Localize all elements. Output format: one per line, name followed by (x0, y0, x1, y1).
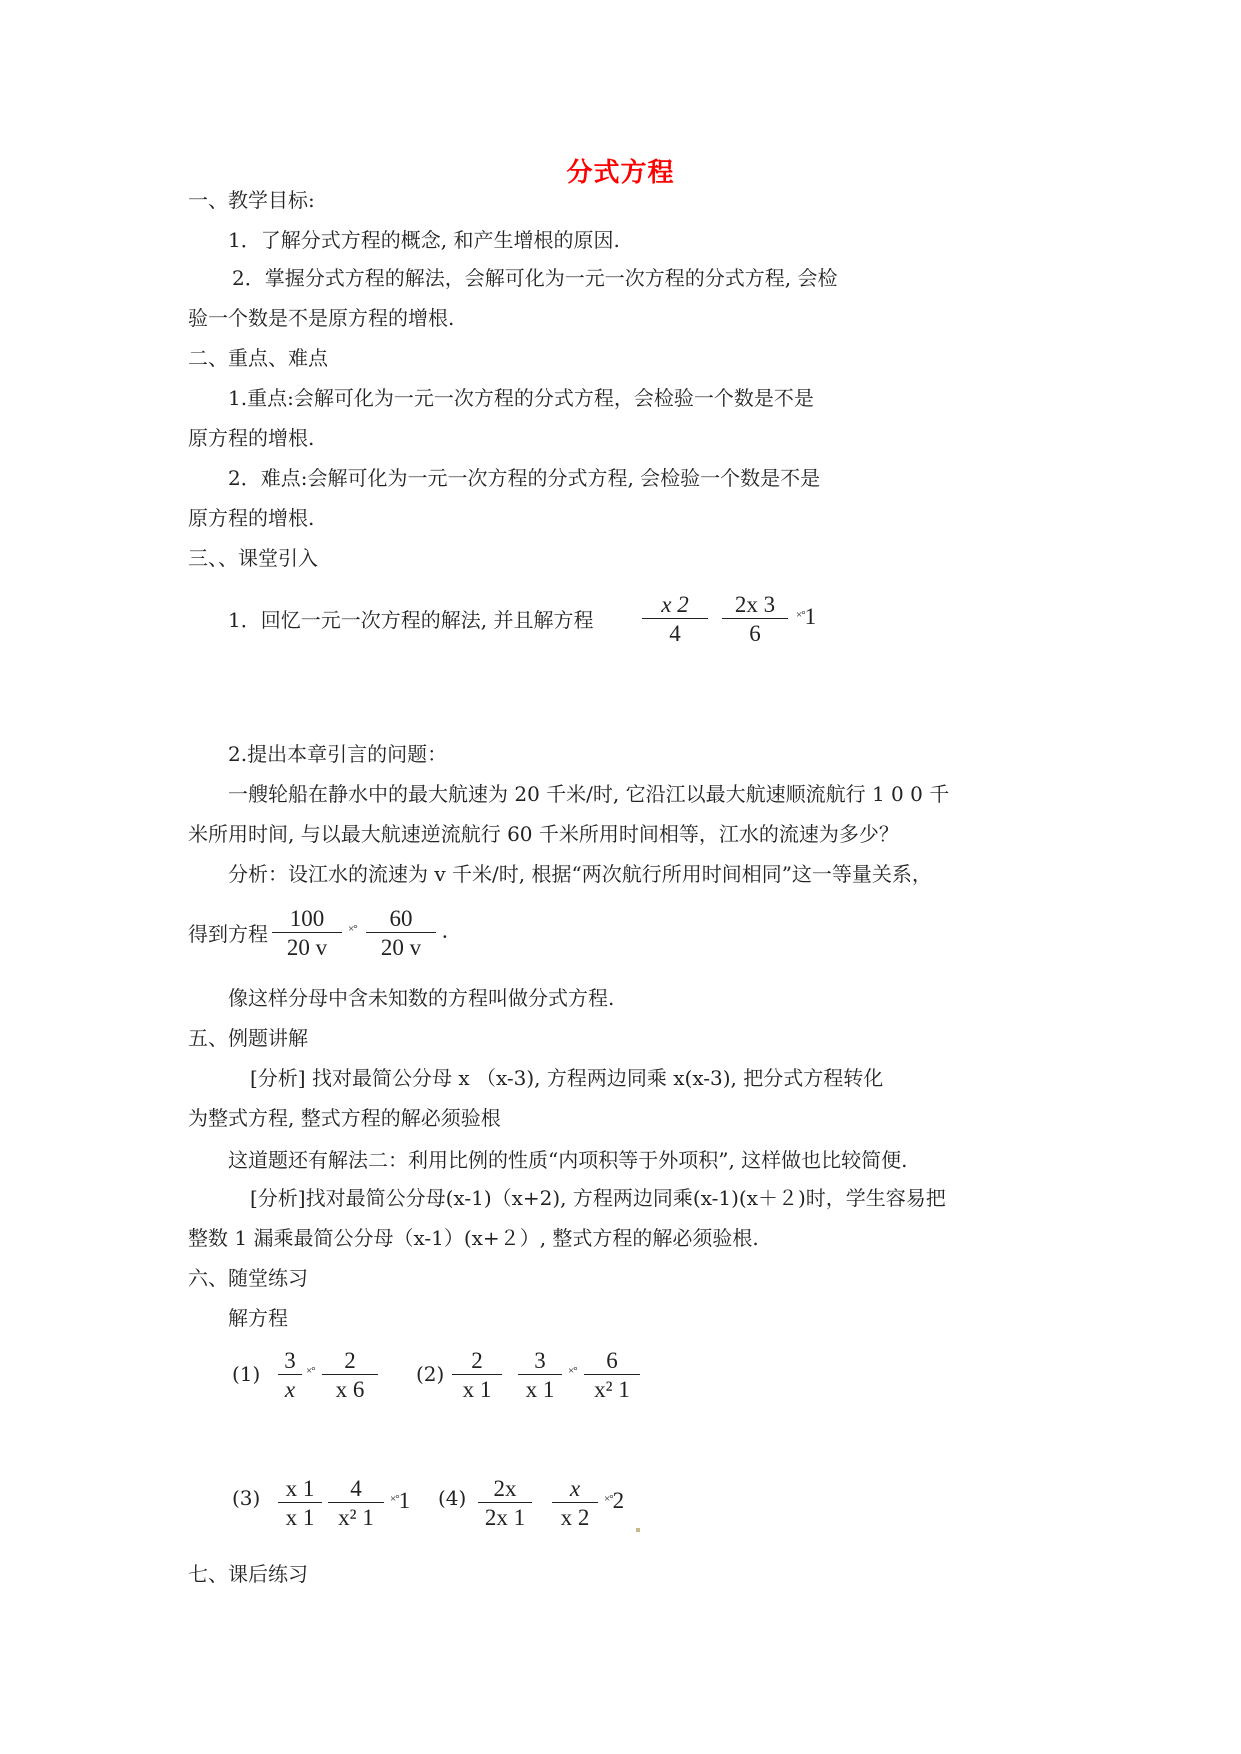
problem-line-2: 米所用时间, 与以最大航速逆流航行 60 千米所用时间相等，江水的流速为多少？ (188, 822, 899, 846)
stray-mark (636, 1528, 640, 1532)
practice-prompt: 解方程 (228, 1306, 288, 1330)
example-analysis-1-line2: 为整式方程, 整式方程的解必须验根 (188, 1106, 501, 1130)
example-analysis-2-line2: 整数 1 漏乘最简公分母（x-1）(x+２）, 整式方程的解必须验根. (188, 1226, 759, 1250)
practice-4-fraction-2: x x 2 (552, 1476, 598, 1533)
practice-2-label: (2) (416, 1362, 445, 1386)
practice-2-equals: ×° (568, 1365, 577, 1377)
analysis-period: . (442, 918, 448, 943)
practice-1-label: (1) (232, 1362, 261, 1386)
practice-2-fraction-1: 2 x 1 (452, 1348, 502, 1405)
section-heading-introduction: 三、、课堂引入 (188, 546, 318, 570)
difficulty-1-line2: 原方程的增根. (188, 506, 315, 530)
key-point-1-line2: 原方程的增根. (188, 426, 315, 450)
practice-1-fraction-1: 3 x (278, 1348, 302, 1405)
example-analysis-1-line1: [分析] 找对最简公分母 x （x-3), 方程两边同乘 x(x-3), 把分式方程转化 (250, 1066, 884, 1090)
section-heading-homework: 七、课后练习 (188, 1562, 308, 1586)
practice-2-fraction-2: 3 x 1 (518, 1348, 562, 1405)
example-analysis-2-line1: [分析]找对最简公分母(x-1)（x+2), 方程两边同乘(x-1)(x＋２)时，学生容易把 (250, 1186, 946, 1210)
intro-fraction-2: 2x 3 6 (722, 592, 788, 649)
intro-equation-rhs: ×°1 (796, 604, 817, 629)
analysis-fraction-1: 100 20 v (272, 906, 342, 963)
practice-4-label: (4) (438, 1486, 467, 1510)
difficulty-1-line1: 2．难点:会解可化为一元一次方程的分式方程, 会检验一个数是不是 (228, 466, 821, 490)
objective-2-line1: 2．掌握分式方程的解法，会解可化为一元一次方程的分式方程, 会检 (232, 266, 838, 290)
practice-1-equals: ×° (306, 1365, 315, 1377)
practice-3-fraction-2: 4 x² 1 (328, 1476, 384, 1533)
practice-3-label: (3) (232, 1486, 261, 1510)
analysis-equation-prefix: 得到方程 (188, 922, 268, 946)
objective-1: 1．了解分式方程的概念, 和产生增根的原因. (228, 228, 620, 252)
section-heading-practice: 六、随堂练习 (188, 1266, 308, 1290)
practice-4-fraction-1: 2x 2x 1 (478, 1476, 532, 1533)
section-heading-objectives: 一、教学目标: (188, 188, 315, 212)
section-heading-examples: 五、例题讲解 (188, 1026, 308, 1050)
intro-item-1-text: 1．回忆一元一次方程的解法, 并且解方程 (228, 608, 594, 632)
practice-1-fraction-2: 2 x 6 (322, 1348, 378, 1405)
page-title: 分式方程 (566, 158, 675, 188)
analysis-line-1: 分析：设江水的流速为 v 千米/时, 根据“两次航行所用时间相同”这一等量关系， (228, 862, 932, 886)
problem-line-1: 一艘轮船在静水中的最大航速为 20 千米/时, 它沿江以最大航速顺流航行 1 0 0 千 (228, 782, 950, 806)
practice-2-fraction-3: 6 x² 1 (584, 1348, 640, 1405)
objective-2-line2: 验一个数是不是原方程的增根. (188, 306, 455, 330)
analysis-fraction-2: 60 20 v (366, 906, 436, 963)
practice-3-fraction-1: x 1 x 1 (278, 1476, 322, 1533)
intro-item-2-heading: 2.提出本章引言的问题： (228, 742, 448, 766)
practice-4-rhs: ×°2 (604, 1488, 625, 1513)
section-heading-key-points: 二、重点、难点 (188, 346, 328, 370)
example-method-2: 这道题还有解法二：利用比例的性质“内项积等于外项积”, 这样做也比较简便. (228, 1148, 908, 1172)
fractional-equation-definition: 像这样分母中含未知数的方程叫做分式方程. (228, 986, 615, 1010)
equals-mark: ×° (796, 609, 805, 621)
key-point-1-line1: 1.重点:会解可化为一元一次方程的分式方程，会检验一个数是不是 (228, 386, 814, 410)
practice-3-rhs: ×°1 (390, 1488, 411, 1513)
analysis-equals: ×° (348, 923, 357, 935)
intro-fraction-1: x 2 4 (642, 592, 708, 649)
